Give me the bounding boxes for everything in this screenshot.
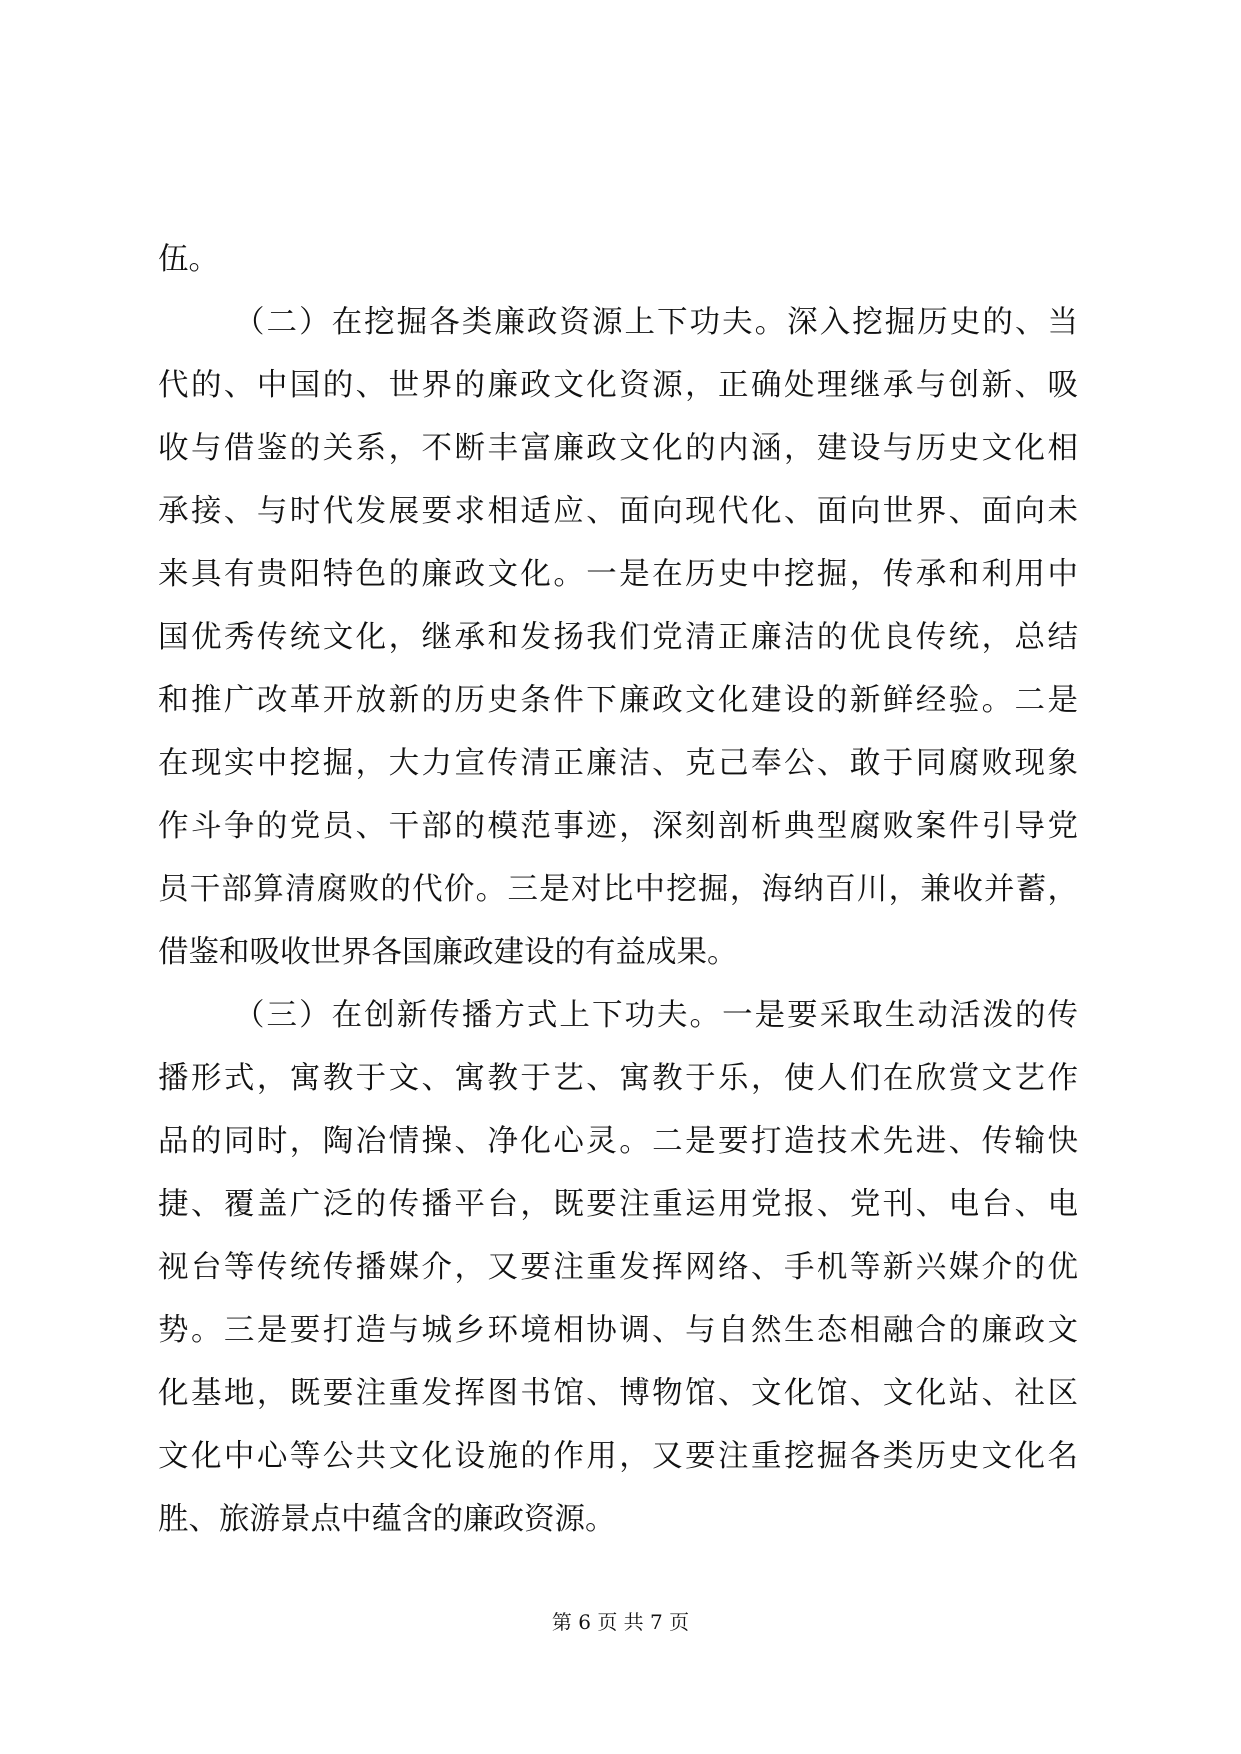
text-line: 和推广改革开放新的历史条件下廉政文化建设的新鲜经验。二是: [158, 683, 1078, 718]
text-line: 播形式，寓教于文、寓教于艺、寓教于乐，使人们在欣赏文艺作: [158, 1061, 1078, 1096]
text-line: （三）在创新传播方式上下功夫。一是要采取生动活泼的传: [234, 998, 1078, 1033]
text-line: 品的同时，陶冶情操、净化心灵。二是要打造技术先进、传输快: [158, 1124, 1078, 1159]
text-line: 捷、覆盖广泛的传播平台，既要注重运用党报、党刊、电台、电: [158, 1187, 1078, 1222]
text-line: 承接、与时代发展要求相适应、面向现代化、面向世界、面向未: [158, 494, 1078, 529]
text-line: 代的、中国的、世界的廉政文化资源，正确处理继承与创新、吸: [158, 368, 1078, 403]
text-line: 借鉴和吸收世界各国廉政建设的有益成果。: [158, 935, 738, 970]
text-line: 作斗争的党员、干部的模范事迹，深刻剖析典型腐败案件引导党: [158, 809, 1078, 844]
page-footer: [0, 1608, 1241, 1636]
text-line: 势。三是要打造与城乡环境相协调、与自然生态相融合的廉政文: [158, 1313, 1078, 1348]
text-line: 在现实中挖掘，大力宣传清正廉洁、克己奉公、敢于同腐败现象: [158, 746, 1078, 781]
text-line: 胜、旅游景点中蕴含的廉政资源。: [158, 1502, 616, 1537]
body-text: [158, 228, 1078, 1551]
text-line: 视台等传统传播媒介，又要注重发挥网络、手机等新兴媒介的优: [158, 1250, 1078, 1285]
text-line: 伍。: [158, 242, 219, 277]
text-line: 文化中心等公共文化设施的作用，又要注重挖掘各类历史文化名: [158, 1439, 1078, 1474]
text-line: （二）在挖掘各类廉政资源上下功夫。深入挖掘历史的、当: [234, 305, 1078, 340]
text-line: 国优秀传统文化，继承和发扬我们党清正廉洁的优良传统，总结: [158, 620, 1078, 655]
text-line: 员干部算清腐败的代价。三是对比中挖掘，海纳百川，兼收并蓄，: [158, 872, 1078, 907]
text-line: 收与借鉴的关系，不断丰富廉政文化的内涵，建设与历史文化相: [158, 431, 1078, 466]
text-line: 化基地，既要注重发挥图书馆、博物馆、文化馆、文化站、社区: [158, 1376, 1078, 1411]
text-line: 来具有贵阳特色的廉政文化。一是在历史中挖掘，传承和利用中: [158, 557, 1078, 592]
page-number-label: 第 6 页 共 7 页: [551, 1610, 690, 1634]
